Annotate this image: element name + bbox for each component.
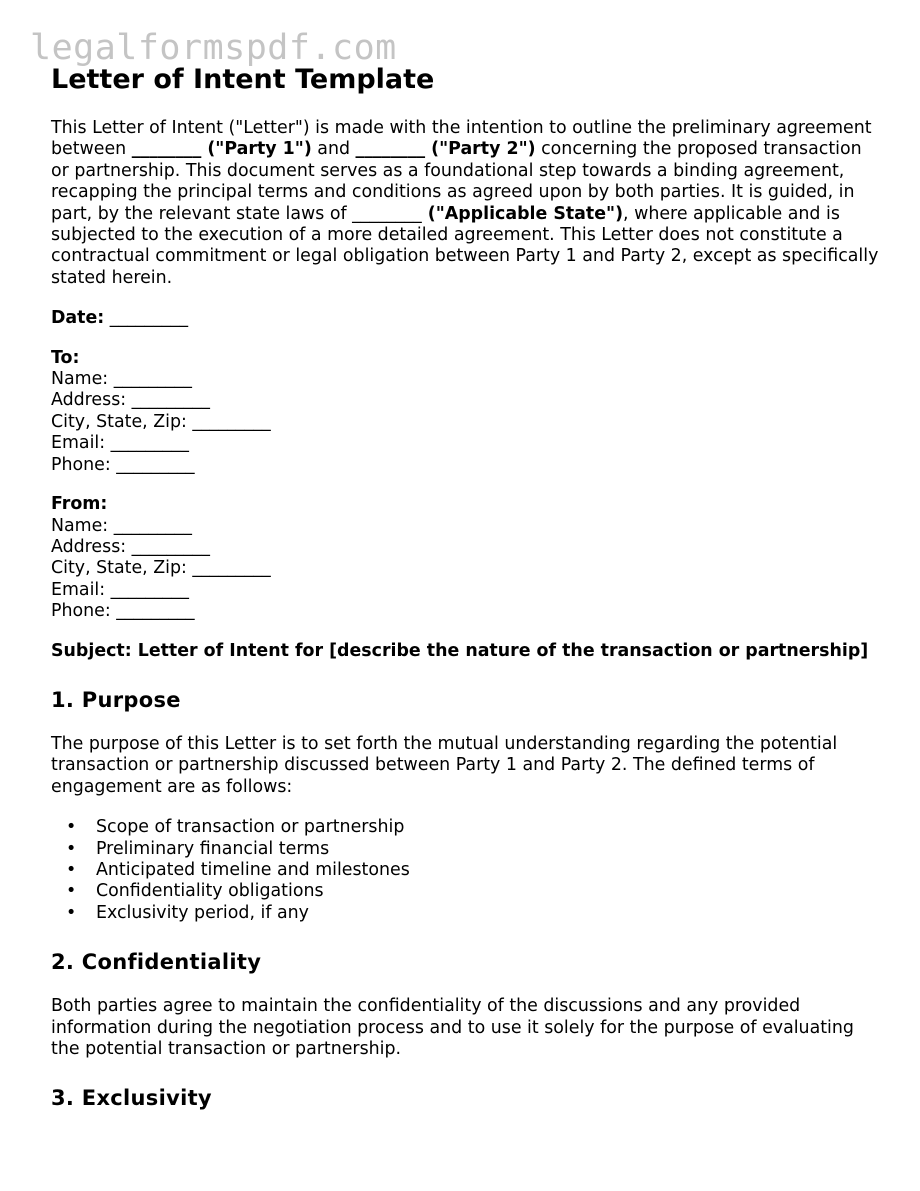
purpose-paragraph: The purpose of this Letter is to set forth the mutual understanding regarding the potential transaction or partnership discussed between Party 1 and Party 2. The defined terms of engagement are as follows: [51,733,838,797]
to-phone: Phone: _________ [51,454,195,475]
intro-text-2: and [311,139,356,160]
bullet-icon: • [66,859,77,880]
section-heading-purpose: 1. Purpose [51,687,181,712]
bullet-icon: • [66,902,77,923]
to-block [51,348,881,476]
to-city-state-zip: City, State, Zip: _________ [51,411,271,432]
confidentiality-paragraph: Both parties agree to maintain the confidentiality of the discussions and any provided information during the negotiation process and to use it solely for the purpose of evaluating the potential transaction or partnership. [51,996,854,1059]
applicable-state-label: ("Applicable State") [421,203,624,224]
party2-blank: ________ [355,139,426,160]
list-item: • Confidentiality obligations [66,881,324,902]
date-blank: _________ [104,308,189,329]
section-heading-exclusivity: 3. Exclusivity [51,1086,212,1111]
to-address: Address: _________ [51,390,210,411]
party1-blank: ________ [131,139,202,160]
from-block [51,494,881,622]
to-heading: To: [51,347,80,368]
intro-text-4: , where applicable and is subjected to the execution of a more detailed agreement. This Letter does not constitute a contractual commitment or legal obligation between Party 1 and Party 2, except as specifically stated herein. [51,203,879,288]
to-name: Name: _________ [51,369,192,390]
from-email: Email: _________ [51,579,189,600]
watermark: legalformspdf.com [30,28,397,68]
intro-paragraph [51,118,881,289]
from-city-state-zip: City, State, Zip: _________ [51,558,271,579]
list-item: • Anticipated timeline and milestones [66,859,410,880]
from-address: Address: _________ [51,536,210,557]
state-blank: ________ [352,203,422,224]
document-page [51,62,881,1112]
list-item: • Exclusivity period, if any [66,902,309,923]
intro-text-1: This Letter of Intent ("Letter") is made with the intention to outline the preliminary agreement between [51,118,872,160]
bullet-icon: • [66,817,77,838]
date-label: Date: [51,308,105,329]
party2-label: ("Party 2") [425,139,536,160]
bullet-icon: • [66,838,77,859]
section-heading-confidentiality: 2. Confidentiality [51,950,262,975]
from-heading: From: [51,494,108,515]
from-name: Name: _________ [51,515,192,536]
bullet-icon: • [66,881,77,902]
from-phone: Phone: _________ [51,601,195,622]
list-item: • Scope of transaction or partnership [66,817,405,838]
list-item: • Preliminary financial terms [66,838,330,859]
page-title: Letter of Intent Template [51,64,435,95]
date-line [51,308,881,329]
purpose-list [51,817,881,924]
to-email: Email: _________ [51,433,189,454]
intro-text-3: concerning the proposed transaction or partnership. This document serves as a foundational step towards a binding agreement, recapping the principal terms and conditions as agreed upon by both parties. It is guided, in part, by the relevant state laws of [51,139,862,224]
party1-label: ("Party 1") [201,139,312,160]
subject-line: Subject: Letter of Intent for [describe the nature of the transaction or partnership] [51,640,869,661]
